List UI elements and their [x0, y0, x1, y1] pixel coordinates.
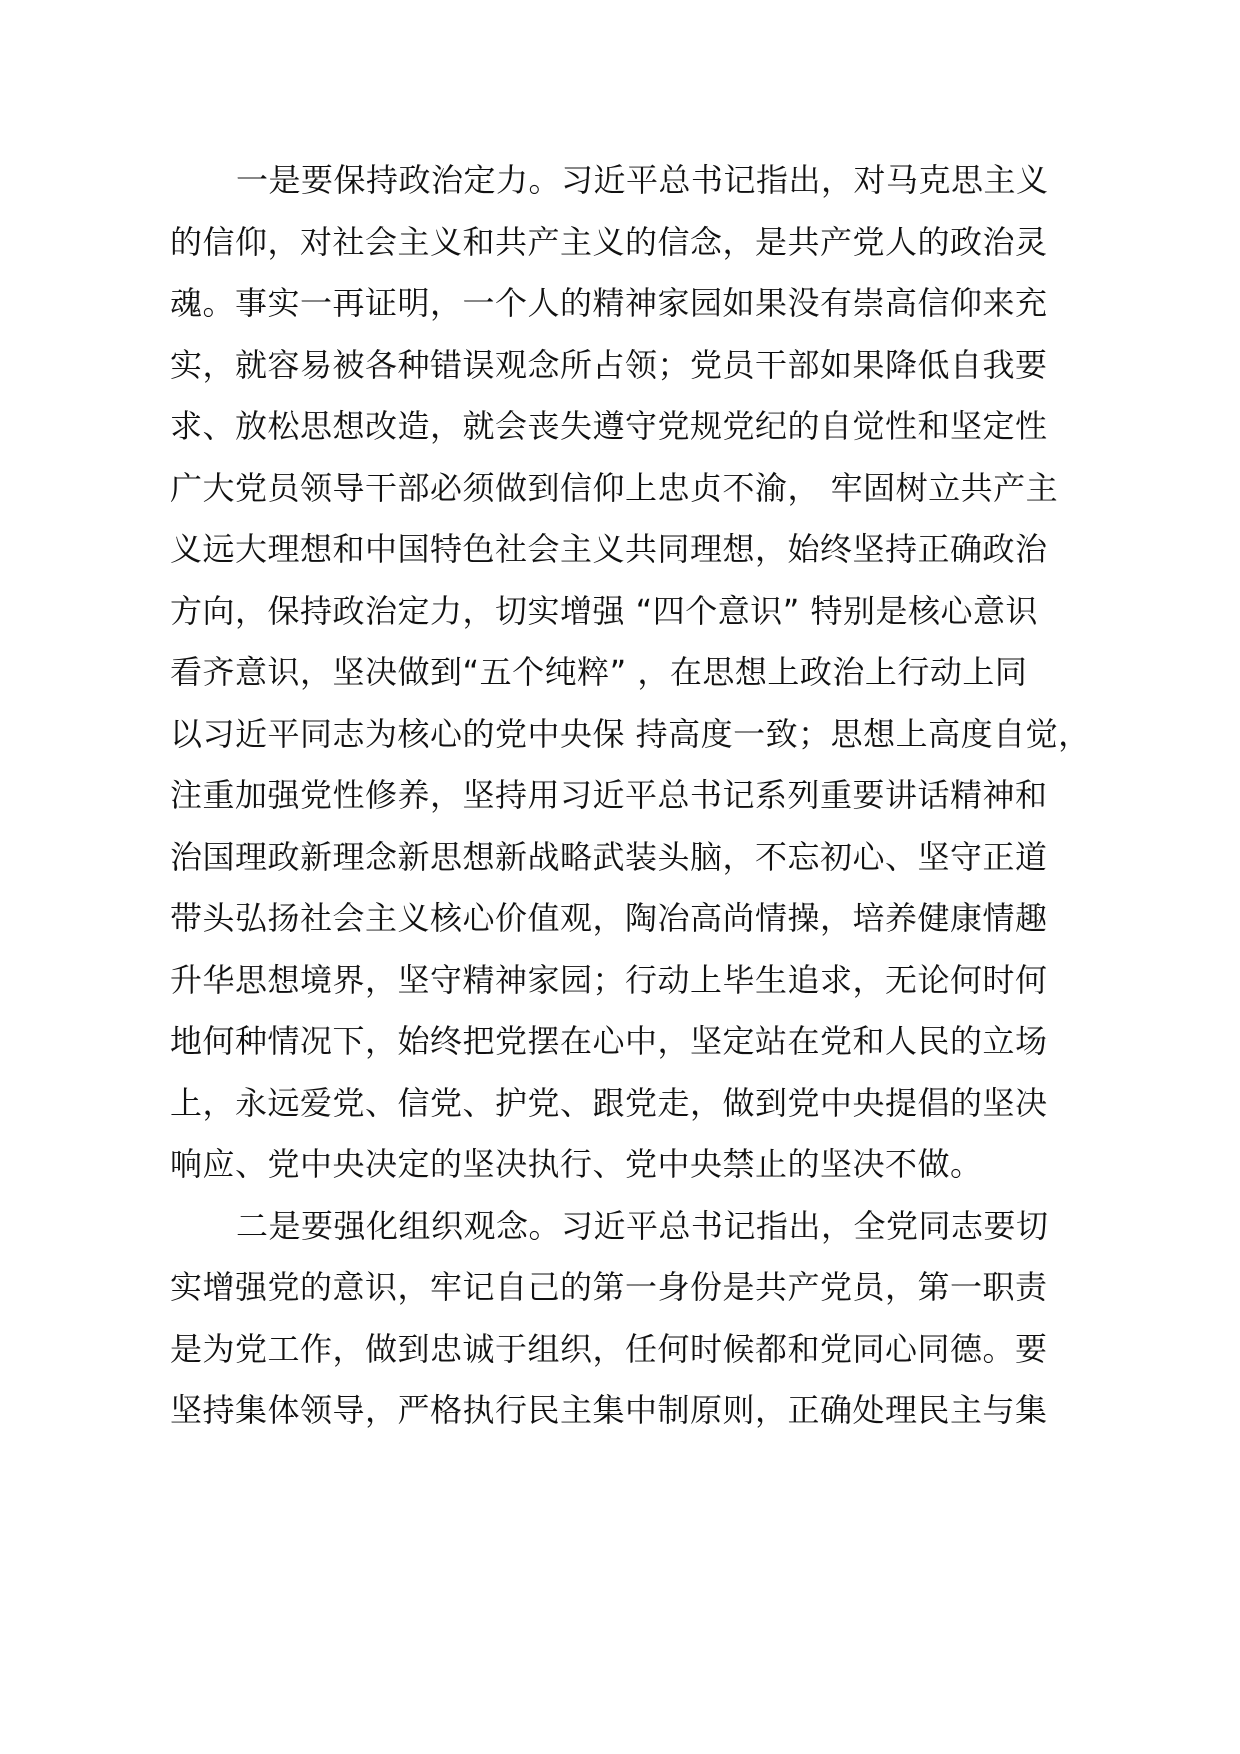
text-line: 广大党员领导干部必须做到信仰上忠贞不渝， 牢固树立共产主: [170, 468, 1059, 507]
text-line: 的信仰，对社会主义和共产主义的信念，是共产党人的政治灵: [170, 222, 1048, 261]
text-line: 坚持集体领导，严格执行民主集中制原则，正确处理民主与集: [170, 1391, 1048, 1429]
paragraph-organization: [170, 1196, 1130, 1442]
text-line: 一是要保持政治定力。习近平总书记指出，对马克思主义: [236, 161, 1049, 199]
text-line: 二是要强化组织观念。习近平总书记指出，全党同志要切: [236, 1206, 1049, 1245]
text-line: 响应、党中央决定的坚决执行、党中央禁止的坚决不做。: [170, 1145, 983, 1183]
text-line: 注重加强党性修养，坚持用习近平总书记系列重要讲话精神和: [170, 776, 1048, 814]
text-line: 魂。事实一再证明，一个人的精神家园如果没有崇高信仰来充: [170, 284, 1048, 322]
text-line: 治国理政新理念新思想新战略武装头脑，不忘初心、坚守正道: [170, 837, 1048, 876]
text-line: 方向，保持政治定力，切实增强 “四个意识” 特别是核心意识: [170, 591, 1039, 630]
text-line: 地何种情况下，始终把党摆在心中，坚定站在党和人民的立场: [170, 1022, 1048, 1060]
text-line: 带头弘扬社会主义核心价值观，陶冶高尚情操，培养健康情趣: [170, 899, 1048, 937]
text-line: 升华思想境界，坚守精神家园；行动上毕生追求，无论何时何: [170, 960, 1048, 999]
document-body: [170, 150, 1130, 1442]
text-line: 求、放松思想改造，就会丧失遵守党规党纪的自觉性和坚定性: [170, 407, 1048, 445]
text-line: 实，就容易被各种错误观念所占领；党员干部如果降低自我要: [170, 345, 1048, 384]
text-line: 实增强党的意识，牢记自己的第一身份是共产党员，第一职责: [170, 1268, 1048, 1306]
text-line: 以习近平同志为核心的党中央保 持高度一致；思想上高度自觉，: [170, 714, 1091, 753]
text-line: 上，永远爱党、信党、护党、跟党走，做到党中央提倡的坚决: [170, 1083, 1048, 1122]
text-line: 是为党工作，做到忠诚于组织，任何时候都和党同心同德。要: [170, 1329, 1048, 1368]
paragraph-political-stance: [170, 150, 1130, 1196]
text-line: 义远大理想和中国特色社会主义共同理想，始终坚持正确政治: [170, 530, 1048, 568]
text-line: 看齐意识，坚决做到“五个纯粹” ，在思想上政治上行动上同: [170, 653, 1028, 691]
